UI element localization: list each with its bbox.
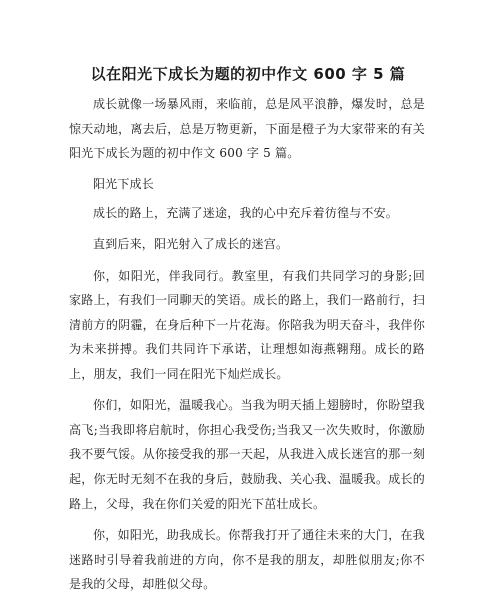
paragraph: 你，如阳光，助我成长。你帮我打开了通往未来的大门，在我迷路时引导着我前进的方向，你不是我的朋友，却胜似朋友;你不是我的父母，却胜似父母。 [69, 527, 425, 592]
section-heading: 阳光下成长 [93, 177, 155, 192]
paragraph: 你，如阳光，伴我同行。教室里，有我们共同学习的身影;回家路上，有我们一同聊天的笑语。成长的路上，我们一路前行，扫清前方的阴霾，在身后种下一片花海。你陪我为明天奋斗，我伴你为未来拼搏。我们共同许下承诺，让理想如海燕翱翔。成长的路上，朋友，我们一同在阳光下灿烂成长。 [69, 268, 425, 381]
paragraph-intro: 成长就像一场暴风雨，来临前，总是风平浪静，爆发时，总是惊天动地，离去后，总是万物更新，下面是橙子为大家带来的有关阳光下成长为题的初中作文 600 字 5 篇。 [69, 97, 425, 161]
document-body [69, 92, 425, 603]
paragraph: 直到后来，阳光射入了成长的迷宫。 [93, 237, 289, 252]
paragraph: 你们，如阳光，温暖我心。当我为明天插上翅膀时，你盼望我高飞;当我即将启航时，你担心我受伤;当我又一次失败时，你激励我不要气馁。从你接受我的那一天起，从我进入成长迷宫的那一刻起，你无时无刻不在我的身后，鼓励我、关心我、温暖我。成长的路上，父母，我在你们关爱的阳光下茁壮成长。 [69, 398, 425, 511]
paragraph: 成长的路上，充满了迷途，我的心中充斥着彷徨与不安。 [93, 206, 399, 221]
document-title: 以在阳光下成长为题的初中作文 600 字 5 篇 [90, 65, 406, 83]
